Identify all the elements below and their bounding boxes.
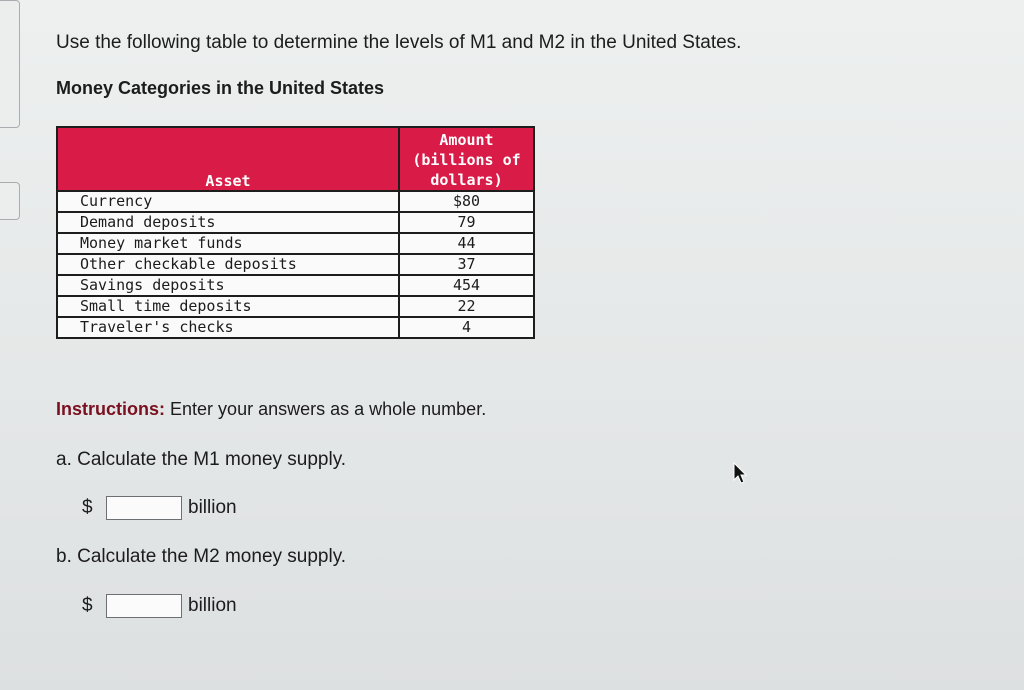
amount-cell: 44 — [399, 233, 534, 254]
table-row — [57, 317, 534, 338]
m1-answer-input[interactable] — [106, 496, 182, 520]
currency-symbol: $ — [82, 497, 93, 518]
asset-cell: Small time deposits — [57, 296, 399, 317]
unit-label: billion — [188, 595, 237, 616]
instructions-label: Instructions: — [56, 399, 166, 419]
table-title: Money Categories in the United States — [56, 78, 385, 98]
amount-cell: 22 — [399, 296, 534, 317]
side-panel-tab[interactable] — [0, 182, 20, 220]
asset-cell: Money market funds — [57, 233, 399, 254]
table-header-row — [57, 127, 534, 191]
amount-cell: 79 — [399, 212, 534, 233]
question-a-prompt: a. Calculate the M1 money supply. — [56, 449, 347, 470]
asset-cell: Demand deposits — [57, 212, 399, 233]
unit-label: billion — [188, 497, 237, 518]
amount-cell: 37 — [399, 254, 534, 275]
table-row — [57, 254, 534, 275]
answer-b-row — [82, 594, 237, 618]
table-row — [57, 275, 534, 296]
table-row — [57, 296, 534, 317]
asset-cell: Traveler's checks — [57, 317, 399, 338]
answer-a-row — [82, 496, 237, 520]
m2-answer-input[interactable] — [106, 594, 182, 618]
question-b-prompt: b. Calculate the M2 money supply. — [56, 546, 347, 567]
table-row — [57, 191, 534, 212]
side-panel-edge — [0, 0, 20, 128]
amount-cell: $80 — [399, 191, 534, 212]
instructions-text: Enter your answers as a whole number. — [170, 399, 487, 419]
amount-cell: 4 — [399, 317, 534, 338]
header-asset: Asset — [57, 127, 399, 191]
header-amount: Amount (billions of dollars) — [399, 127, 534, 191]
instructions — [56, 399, 486, 420]
question-intro: Use the following table to determine the levels of M1 and M2 in the United States. — [56, 32, 742, 53]
asset-cell: Savings deposits — [57, 275, 399, 296]
money-categories-table — [56, 126, 535, 339]
asset-cell: Currency — [57, 191, 399, 212]
asset-cell: Other checkable deposits — [57, 254, 399, 275]
currency-symbol: $ — [82, 595, 93, 616]
table-row — [57, 212, 534, 233]
amount-cell: 454 — [399, 275, 534, 296]
mouse-pointer-icon — [733, 462, 749, 486]
table-row — [57, 233, 534, 254]
